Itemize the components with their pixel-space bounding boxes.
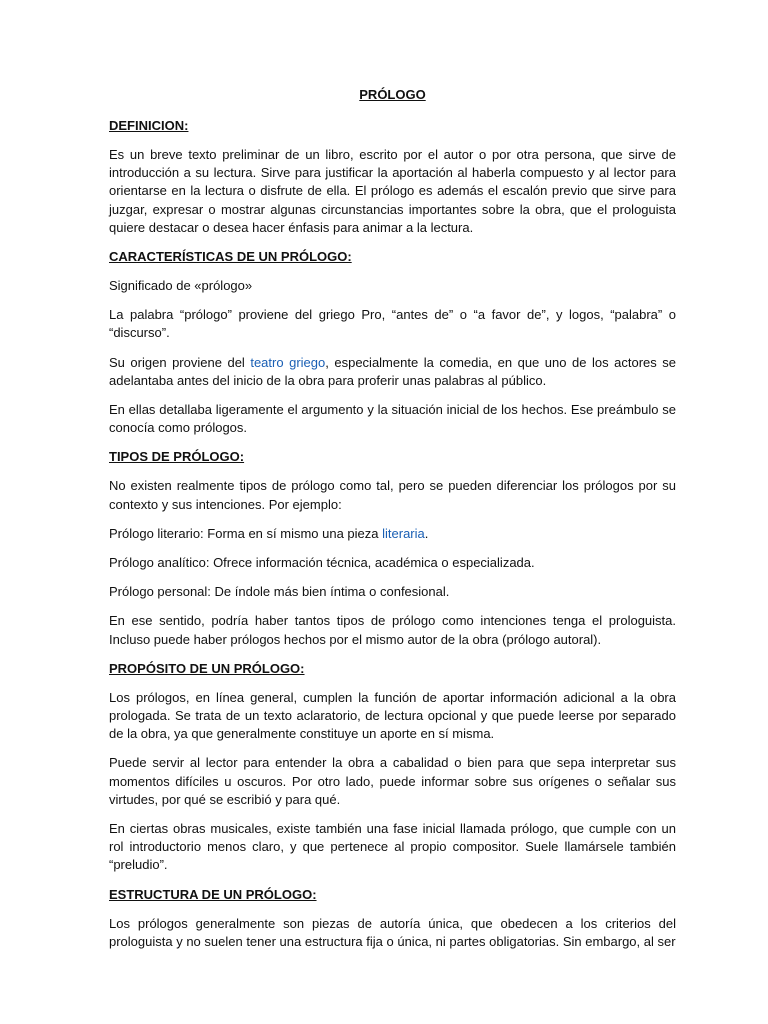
paragraph-musicales: En ciertas obras musicales, existe también una fase inicial llamada prólogo, que cumple con un rol introductorio menos claro, y que pertenece al propio compositor. Suele llamársele también “preludio”. <box>109 821 676 873</box>
paragraph-origen <box>109 354 676 390</box>
paragraph-literario-text-b: . <box>424 525 429 541</box>
paragraph-palabra: La palabra “prólogo” proviene del griego Pro, “antes de” o “a favor de”, y logos, “palabra” o “discurso”. <box>109 307 676 341</box>
heading-estructura: ESTRUCTURA DE UN PRÓLOGO: <box>109 886 317 902</box>
paragraph-noexisten: No existen realmente tipos de prólogo como tal, pero se pueden diferenciar los prólogos por su contexto y sus intenciones. Por ejemplo: <box>109 478 676 512</box>
page-title: PRÓLOGO <box>359 87 426 102</box>
paragraph-losprologos: Los prólogos, en línea general, cumplen la función de aportar información adicional a la obra prologada. Se trata de un texto aclaratorio, de lectura opcional y que puede leerse por separado de la obra, ya que generalmente constituye un aporte en sí misma. <box>109 689 676 742</box>
heading-proposito: PROPÓSITO DE UN PRÓLOGO: <box>109 660 305 676</box>
link-literaria[interactable]: literaria <box>382 525 425 541</box>
link-teatro-griego[interactable]: teatro griego <box>250 354 326 370</box>
paragraph-definicion: Es un breve texto preliminar de un libro, escrito por el autor o por otra persona, que sirve de introducción a su lectura. Sirve para justificar la aportación al haberla compuesto y al lector para orientarse en la lectura o disfrute de ella. El prólogo es además el escalón previo que sirve para juzgar, expresar o mostrar algunas circunstancias importantes sobre la obra, que el prologuista quiere destacar o desea hacer énfasis para animar a la lectura. <box>109 147 676 235</box>
paragraph-estructura: Los prólogos generalmente son piezas de autoría única, que obedecen a los criterios del prologuista y no suelen tener una estructura fija o única, ni partes obligatorias. Sin embargo, al ser <box>109 915 676 949</box>
paragraph-origen-text-a: Su origen proviene del <box>109 354 251 370</box>
paragraph-personal: Prólogo personal: De índole más bien íntima o confesional. <box>109 584 450 600</box>
paragraph-ellas: En ellas detallaba ligeramente el argumento y la situación inicial de los hechos. Ese preámbulo se conocía como prólogos. <box>109 402 676 436</box>
paragraph-sentido: En ese sentido, podría haber tantos tipos de prólogo como intenciones tenga el prologuista. Incluso puede haber prólogos hechos por el mismo autor de la obra (prólogo autoral). <box>109 613 676 647</box>
heading-definicion: DEFINICION: <box>109 118 189 133</box>
heading-caracteristicas: CARACTERÍSTICAS DE UN PRÓLOGO: <box>109 249 352 265</box>
paragraph-literario <box>109 525 676 543</box>
paragraph-origen-text-b: , especialmente la comedia, en que uno de los actores se adelantaba antes del inicio de la obra para proferir unas palabras al público. <box>109 354 676 388</box>
heading-tipos: TIPOS DE PRÓLOGO: <box>109 449 245 465</box>
paragraph-analitico: Prólogo analítico: Ofrece información técnica, académica o especializada. <box>109 555 535 571</box>
paragraph-literario-text-a: Prólogo literario: Forma en sí mismo una pieza <box>109 525 383 541</box>
paragraph-puede: Puede servir al lector para entender la obra a cabalidad o bien para que sepa interpretar sus momentos difíciles u oscuros. Por otro lado, puede informar sobre sus orígenes o señalar sus virtudes, por qué se escribió y para qué. <box>109 755 676 807</box>
paragraph-significado: Significado de «prólogo» <box>109 278 253 294</box>
